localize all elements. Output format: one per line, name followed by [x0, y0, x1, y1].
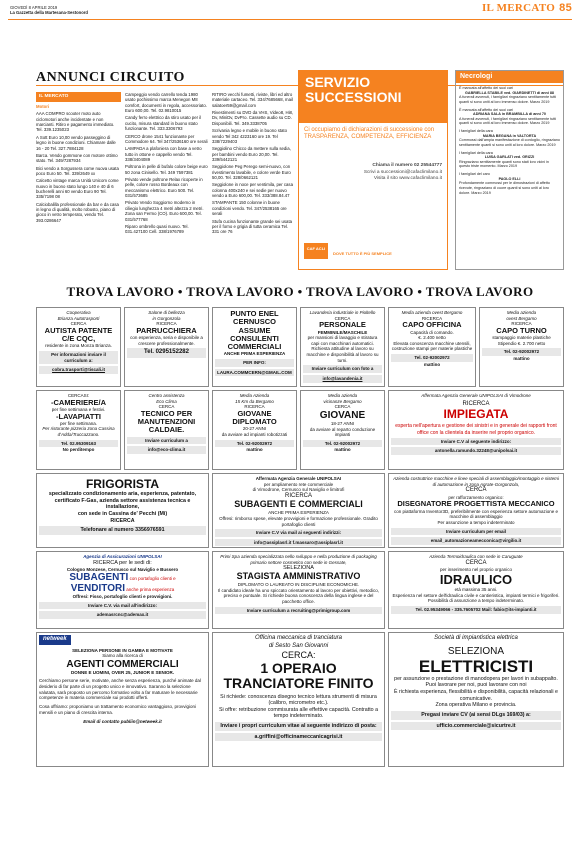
classified-col-1 — [36, 92, 121, 272]
ad-netweek: netweek SELEZIONA PERSONE IN GAMBA E MOTIVATE Siamo alla ricerca di AGENTI COMMERCIALI DONNE E UOMINI, OVER 25, JUNIOR E SENIOR. Cerchiamo persone serie, motivate, anche senza esperienza, purché animate dal desiderio di far parte di un progetto unico e innovativo. Saranno la selezione valutata, sarà proposto un percorso formativo volto a far maturare le necessarie competenze in materia commerciale sui prodotti offerti. Cosa offriamo: proponiamo un trattamento economico vantaggioso, provvigioni mensili e un piano di crescita interna. Email di contatto publiin@netweek.it — [36, 632, 209, 767]
ad-disegnatore: Azienda costruttrice macchine e linee speciali di assemblaggio/montaggio e sistemi di automazione in zona Agrate-Gorgonzola, CERCA per rafforzamento organico: DISEGNATORE PROGETTISTA MECCANICO con piattaforma Inventor3D, preferibilmente con esperienza settore automazione e macchine di assemblaggio Per assunzione a tempo indeterminato Inviare curriculum per email email_automazioneamecconica@virgilio.it — [388, 473, 564, 548]
ad-subagenti-commerciali: Affermata Agenzia Generale UNIPOLSAI per ampliamento rete commerciale di Vimodrone, Cernusco sul Naviglio e limitrofi RICERCA SUBAGENTI E COMMERCIALI ANCHE PRIMA ESPERIENZA Offresi: rimborso spese, elevate provvigioni e formazione professionale. Gradito portafoglio clienti Inviare C.V via mail ai seguenti indirizzi: info@assiplasrl.it f.massaro@assiplasrl.it — [212, 473, 385, 548]
ad-eco-clima: Centro assistenza Eco Clima CERCA TECNICO PER MANUTENZIONI CALDAIE. Inviare curriculum a info@eco-clima.it — [124, 390, 209, 470]
list-item: CERCO drone 1541 funzionante per Commodore 64. Tel 347/2536160 ore serali — [125, 133, 208, 144]
subagenti-line: SUBAGENTI con portafoglio clienti e — [69, 572, 176, 584]
ad-giovane-diplomato: Media Azienda 15 Km da Bergamo RICERCA GIOVANE DIPLOMATO 20-27 ANNI da avviare ad impianti robotizzati Tel. 02-92002972 mattino — [212, 390, 297, 470]
ad-impiegata: Affermata Agenzia Generale UNIPOLSAI di Vimodrone RICERCA IMPIEGATA esperta nell'apertura e gestione dei sinistri e in generale dei rapporti front office con la clientela da inserire nel proprio organico. Inviare C.V al seguente indirizzo: antonella.ramundo.32248@unipolsai.it — [388, 390, 564, 470]
list-item: Calcetto vintage marca Unità Unicom come nuovo in buono stato lungo 140 e 40 di 6 bucherelli anni 60 vendo Euro 90 Tel. 335/7198 08 — [36, 178, 119, 200]
list-item: Seggiolone in noce per ventimila, per casa colonna 400x240 e sei sedie per nuovo vendo a Euro 600,00. Tel. 333/388.84.47 — [212, 182, 293, 199]
ad-capo-turno: Media azienda ovest Bergamo RICERCA CAPO TURNO stampaggio materie plastiche Stipendio €. 2.700 netto Tel. 02-92002972 mattino — [479, 307, 564, 387]
ad-unipolsai-subagenti: Agenzia di Assicurazioni UNIPOLSAI RICERCA per le sedi di: Cologno Monzese, Cernusco sul Naviglio e Bussero SUBAGENTI con portafoglio clienti e VENDITORI anche prima esperienza Offresi: Fisso, portafoglio clienti e provvigioni. Inviare C.V. via mail all'indirizzo: ademasrcnc@ademax.it — [36, 551, 209, 629]
list-item: A Sott Euro 10,00 vendo passeggino di legno in buone condizioni. Chiamare dalle 16 - 20 Tel. 327.7884128 — [36, 134, 116, 151]
necro-entry: I famigliari della cara MARIA BEGANA in VALTORTA Commossi dall'ampia manifestazione di cordoglio, ringraziano sentitamente quanti si sono uniti al loro dolore. Marzo 2019 — [459, 129, 560, 147]
list-item: AAA COMPRO scooter moto auto ciclomotori anche incidentate e non marcianti. Ritiro e pagamento immediato. Tel. 339.1235023 — [36, 111, 115, 133]
ad-cameriere: CERCASI: -CAMERIERE/A per fine settimana e festivi. -LAVAPIATTI per fine settimana. Per ristorante pizzeria zona Cassina d'Adda/Truccazzano. Tel. 02.95309163 No perditempo — [36, 390, 121, 470]
list-item: Privato vende poltrone Relax ricoperte in pelle, colore rosso Bordeaux con meccanismo elettrico. Euro 500. Tel. 031/573685 — [125, 177, 203, 199]
caf-acli-logo: CAF ACLI — [304, 243, 328, 259]
section-tag: IL MERCATO — [36, 92, 121, 102]
list-item: Barca. Vendo gommone con motore ottimo stato. Tel. 349/7287934 — [36, 152, 118, 164]
ad-giovane: Media azienda vicinanze Bergamo CERCA GIOVANE 18-27 ANNI da avviare al reparto conduzione impianti Tel. 02-92002972 mattino — [300, 390, 385, 470]
succ-web: Visita il sito www.cafaclimilano.it — [373, 175, 442, 181]
ad-punto-enel: PUNTO ENEL CERNUSCO ASSUME CONSULENTI COMMERCIALI ANCHE PRIMA ESPERIENZA PER INFO: LAURA.COMMCERN@GMAIL.COM — [212, 307, 297, 387]
necrologi-box — [455, 70, 564, 270]
list-item: Scrivania legno e mobile in buono stato vendo Tel 342 4223160 ore 19. Tel 338/7229403 — [212, 128, 288, 144]
servizio-successioni-ad — [298, 70, 448, 270]
list-item: Calciobalilla professionale da bar e da casa in legno di qualità, molto robusto, piano di gioco in vetro temperato, vendo Tel. 393.0286647 — [36, 201, 119, 223]
header-section — [482, 2, 572, 15]
classified-col-3 — [212, 92, 294, 272]
list-item: STAMPANTE 150 colonne in buone condizioni vendo. Tel. 347/2538165 ore serali — [212, 200, 287, 217]
necro-title: Necrologi — [456, 71, 563, 83]
netweek-logo: netweek — [39, 635, 71, 645]
succ-text: Ci occupiamo di dichiarazioni di successione con TRASPARENZA, COMPETENZA, EFFICIENZA — [304, 127, 435, 141]
list-item: LAMPADA a plafoniera con base a vetro tutto in ottone e cappello vendo Tel. 338/3404089 — [125, 146, 202, 162]
necro-body — [456, 83, 563, 198]
ad-salone: Salone di bellezza in Gorgonzola RICERCA PARRUCCHIERA con esperienza, seria e disponibile a crescere professionalmente. Tel. 0295152282 — [124, 307, 209, 387]
succ-phone: Chiama il numero 02 25544777 — [372, 163, 442, 169]
ad-capo-officina: Media azienda ovest Bergamo RICERCA CAPO OFFICINA Capacità di comando. €. 2.400 netto Elevata conoscenza macchine utensili, costruzione stampi per materie plastiche Tel. 02-92002972 mattino — [388, 307, 476, 387]
list-item: Privato Vendo Soggiorno moderno in ciliegio lunghezza 4 metri altezza 2 metri. Zona san Fermo (CO). Euro 600,00. Tel. 031/577768 — [125, 200, 204, 222]
succ-title-1: SERVIZIO — [305, 74, 371, 90]
list-item: Bici vendo a Sorgussera come nuova usata poco Euro 50. Tel. 339/2649 xx — [36, 165, 119, 176]
necro-entry: È mancata all'affetto dei suoi cari GABRIELLA STABILE ved. GIARDINETTI di anni 88 A funerali avvenuti, i famigliari ringraziano sentitamente tutti quanti si sono uniti al loro immenso dolore. Marzo 2019 — [459, 86, 557, 104]
succ-foot: DOVE TUTTO È PIÙ SEMPLICE — [333, 251, 392, 257]
venditori-line: VENDITORI anche prima esperienza — [70, 583, 175, 595]
succ-title-2: SUCCESSIONI — [305, 88, 402, 105]
ad-elettricisti: Società di impiantistica elettrica SELEZIONA ELETTRICISTI per assunzione o prestazione di manodopera per lavori in subappalto. Puoi lavorare per noi, puoi lavorare con noi È richiesta esperienza, flessibilità e disponibilità, capacità relazionali e comunicative. Zona operativa Milano e provincia. Pregasi inviare CV (ai sensi DLgs 169/03) a: ufficio.commerciale@sicurtre.it — [388, 632, 564, 767]
ad-frigorista: FRIGORISTA specializzato condizionamento aria, esperienza, patentato, certificato F-Gas, azienda settore assistenza tecnica e installazione, con sede in Cassina de' Pecchi (Mi) RICERCA Telefonare al numero 3356976591 — [36, 473, 209, 548]
header-meta — [10, 5, 88, 16]
ad-cooperativa: Cooperativa Brianza Autotrasporti CERCA AUTISTA PATENTE C/E CQC, residente in zona Monza Brianza. Per informazioni inviare il curriculum a: cobra.trasporti@tiscali.it — [36, 307, 121, 387]
necro-entry: I famigliari della cara LUISA GARLATI ved. GRIZZI Ringraziano sentitamente quanti sono stati loro vicini in questo triste momento. Marzo 2019 — [459, 150, 549, 169]
section-name: IL MERCATO — [481, 2, 556, 14]
header-date: GIOVEDÌ 8 APRILE 2019 — [10, 5, 58, 10]
page-header — [8, 0, 572, 20]
section-sub: Motori — [36, 103, 50, 109]
succ-mail: Scrivi a successioni@cafaclimilano.it — [363, 169, 442, 175]
page-number: 85 — [559, 2, 572, 14]
list-item: RITIRO vecchi fumetti, riviste, libri ed altro materiale cartaceo. Tel. 334/7685668, mail salatoer59@gmail.com — [212, 92, 293, 108]
list-item: Candy ferro elettrico da stiro usato per il cucito, misura standard in buono stato funzionante. Tel. 333.3306793 — [125, 115, 202, 132]
ad-tranciatore: Officina meccanica di tranciatura di Sesto San Giovanni CERCA: 1 OPERAIO TRANCIATORE FINITO Si richiede: conoscenza disegno tecnico lettura strumenti di misura (calibro, micrometro etc.). Si offre: retribuzione commisurata alle effettive capacità. Contratto a tempo indeterminato. Inviare i propri curriculum vitae al seguente indirizzo di posta: a.griffini@officinameccanicagrisi.it — [212, 632, 385, 767]
list-item: Riparo ombrello quasi nuovo. Tel. 031.427100 Cell. 338/1976789 — [125, 223, 189, 235]
list-item: Poltrona in pelle di bufalo colore beige euro 50 zona Cinisello. Tel. 349 7597381 — [125, 164, 208, 175]
ad-lavanderia: Lavanderia industriale in Pioltello CERCA PERSONALE FEMMINILE/MASCHILE per mansioni di lavaggio e stiratura capi con macchinari automatici. Richiesta attitudine al lavoro su macchine e disponibilità al lavoro su turni. Inviare curriculum con foto a info@lavandenia.it — [300, 307, 385, 387]
list-item: Campeggio vendo carrello tenda 1980 usato pochissimo marca Menegon M8 comfort, documenti in regola, accessoriato. Euro 600,00. Tel. 02.9810015 — [125, 92, 207, 114]
list-item: Stufa cucina funzionante grande sei usata per il forno e grigia di tutta ceramica Tel. 331 ore 76 — [212, 218, 293, 235]
classified-col-2 — [125, 92, 208, 272]
succ-contact — [299, 163, 447, 182]
necro-entry: È mancata all'affetto dei suoi cari ADRIANA SALA in BRAMBILLA di anni 70 A funerali avvenuti, i famigliari ringraziano sentitamente tutti quanti si sono uniti al loro immenso dolore. Marzo 2019 — [459, 107, 557, 126]
list-item: Seggiolino Chicco da mettere sulla sedia, per bambini vendo Euro 20,00. Tel. 339/5442121 — [212, 146, 291, 162]
ad-stagista: Primi Spa azienda specializzata nello sviluppo e nella produzione di packaging primario settore cosmetico con sede in Gessate, SELEZIONA STAGISTA AMMINISTRATIVO DIPLOMATO O LAUREATO IN DISCIPLINE ECONOMICHE. Il candidato ideale ha uno spiccato orientamento al lavoro per obiettivi, metodico, preciso e puntuale. Si richiede buona conoscenza della lingua inglese e del pacchetto office. Inviare curriculum a recruiting@primigroup.com — [212, 551, 385, 629]
list-item: Rivestimenti su DVD da VHS, Video8, Hi8, Dv, MiniDv, DvPro. Cassette audio su CD. Disponibili. Tel. 349.3338705 — [212, 110, 294, 126]
necro-entry: I famigliari del caro PAOLO ELLI Profondamente commossi per le dimostrazioni di affetto ricevute, ringraziano di cuore quanti si sono uniti al loro dolore. Marzo 2019 — [459, 172, 550, 195]
annunci-title: ANNUNCI CIRCUITO — [36, 70, 185, 85]
ad-idraulico: Azienda Termoidraulica con sede in Caruguate CERCA per inserimento nel proprio organico IDRAULICO età massima 35 anni. Esperienza nel settore dell'idraulica civile e cantieristica, impianti termici e frigoriferi. Possibilità di assunzione a tempo indeterminato. Tel. 02.95349066 - 335.7605702 Mail: fabio@its-impianti.it — [388, 551, 564, 629]
trova-lavoro-title: TROVA LAVORO • TROVA LAVORO • TROVA LAVORO • TROVA LAVORO — [66, 284, 534, 299]
header-paper: La Gazzetta della Martesana-Sestonord — [10, 10, 88, 16]
list-item: Seggiolone Peg Perego semi-nuovo, con rivestimento lavabile, e colore verde Euro 50,00. Tel. 328/0662121 — [212, 164, 291, 181]
succ-header — [299, 71, 447, 123]
